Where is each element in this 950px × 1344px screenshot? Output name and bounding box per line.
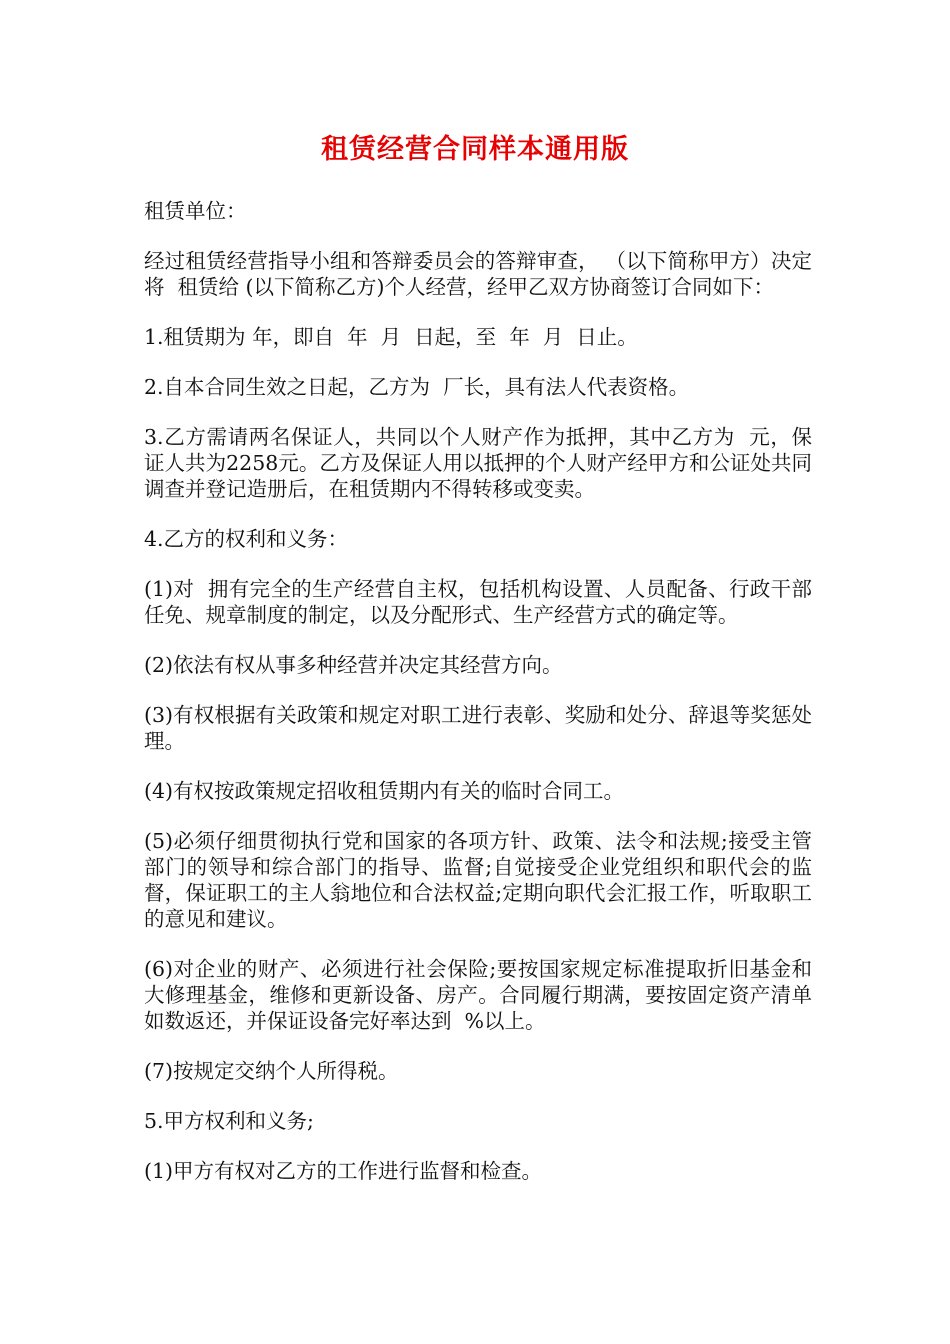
clause-4-item-4: (4)有权按政策规定招收租赁期内有关的临时合同工。 — [144, 779, 625, 803]
clause-4-item-7: (7)按规定交纳个人所得税。 — [144, 1059, 399, 1083]
clause-4-item-1: (1)对 拥有完全的生产经营自主权，包括机构设置、人员配备、行政干部任免、规章制度的制定，以及分配形式、生产经营方式的确定等。 — [144, 577, 812, 627]
paragraph-lessee-unit: 租赁单位： — [144, 199, 247, 223]
clause-4-item-6: (6)对企业的财产、必须进行社会保险;要按国家规定标准提取折旧基金和大修理基金，维修和更新设备、房产。合同履行期满，要按固定资产清单如数返还，并保证设备完好率达到 %以上。 — [144, 957, 812, 1033]
clause-5-item-1: (1)甲方有权对乙方的工作进行监督和检查。 — [144, 1159, 543, 1183]
clause-4-item-3: (3)有权根据有关政策和规定对职工进行表彰、奖励和处分、辞退等奖惩处理。 — [144, 703, 812, 753]
clause-4-item-2: (2)依法有权从事多种经营并决定其经营方向。 — [144, 653, 563, 677]
clause-1-lease-term: 1.租赁期为 年，即自 年 月 日起，至 年 月 日止。 — [144, 325, 638, 349]
paragraph-preamble: 经过租赁经营指导小组和答辩委员会的答辩审查， （以下简称甲方）决定将 租赁给 (以下简称乙方)个人经营，经甲乙双方协商签订合同如下： — [144, 249, 812, 299]
clause-4-item-5: (5)必须仔细贯彻执行党和国家的各项方针、政策、法令和法规;接受主管部门的领导和综合部门的指导、监督;自觉接受企业党组织和职代会的监督，保证职工的主人翁地位和合法权益;定期向职代会汇报工作，听取职工的意见和建议。 — [144, 829, 812, 931]
clause-5-heading: 5.甲方权利和义务; — [144, 1109, 314, 1133]
document-title: 租赁经营合同样本通用版 — [321, 134, 629, 165]
document-body — [144, 198, 812, 1208]
clause-4-heading: 4.乙方的权利和义务： — [144, 527, 349, 551]
clause-3-guarantors: 3.乙方需请两名保证人，共同以个人财产作为抵押，其中乙方为 元，保证人共为2258元。乙方及保证人用以抵押的个人财产经甲方和公证处共同调查并登记造册后，在租赁期内不得转移或变卖。 — [144, 425, 812, 501]
clause-2-legal-representative: 2.自本合同生效之日起，乙方为 厂长，具有法人代表资格。 — [144, 375, 690, 399]
